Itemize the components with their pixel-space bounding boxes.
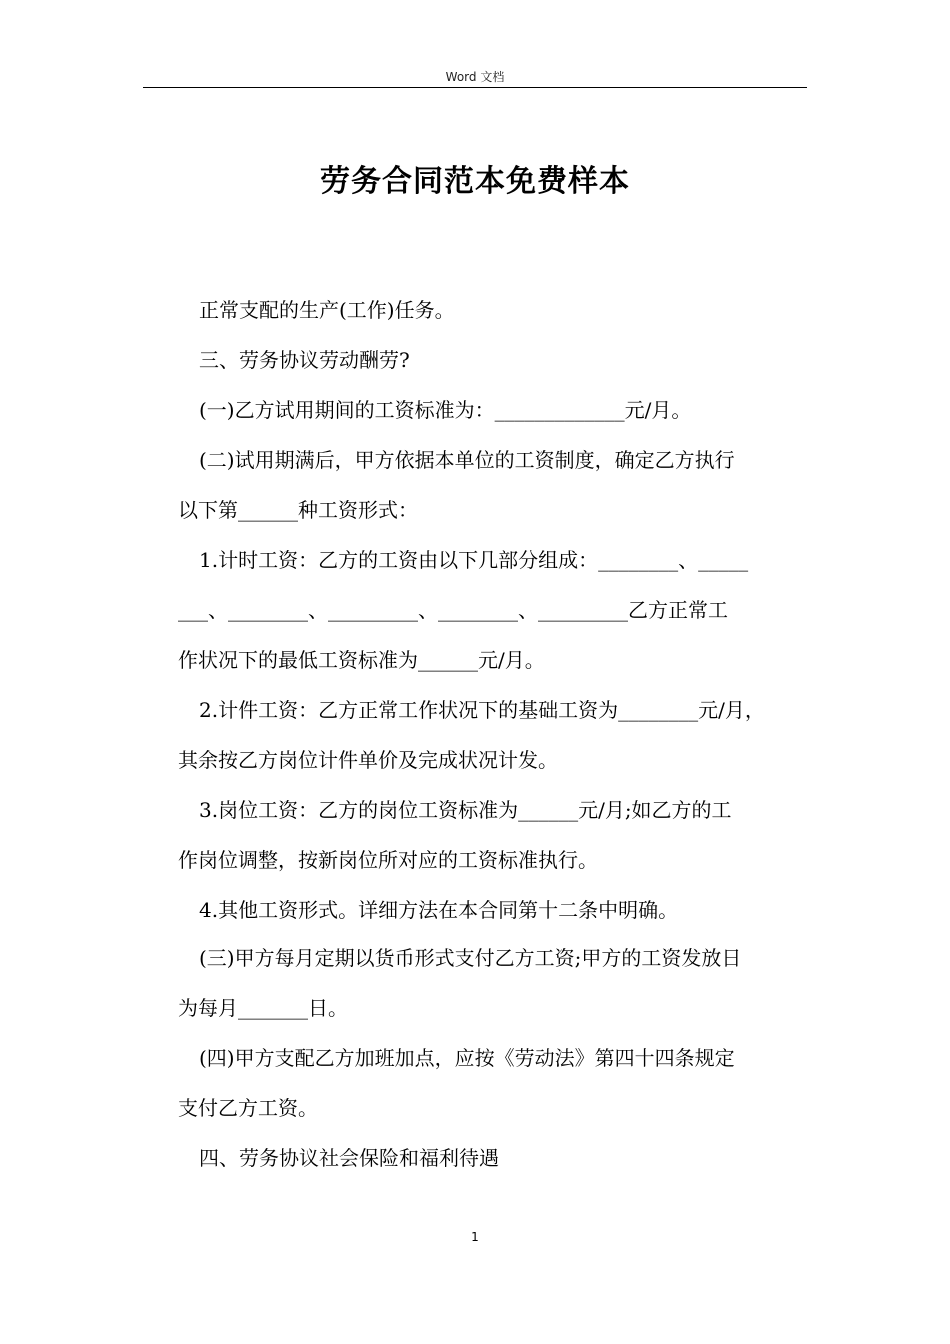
- header-divider: [143, 87, 807, 88]
- body-line: 支付乙方工资。: [178, 1096, 318, 1120]
- body-line: (二)试用期满后，甲方依据本单位的工资制度，确定乙方执行: [199, 448, 735, 472]
- body-line: 2.计件工资：乙方正常工作状况下的基础工资为________元/月，: [199, 698, 765, 722]
- body-line: 其余按乙方岗位计件单价及完成状况计发。: [178, 748, 558, 772]
- body-line: (三)甲方每月定期以货币形式支付乙方工资;甲方的工资发放日: [199, 946, 742, 970]
- body-line: 作岗位调整，按新岗位所对应的工资标准执行。: [178, 848, 598, 872]
- page-number: 1: [471, 1230, 479, 1244]
- body-line: 以下第______种工资形式：: [178, 498, 418, 522]
- body-line: 为每月_______日。: [178, 996, 348, 1020]
- body-line: (一)乙方试用期间的工资标准为：_____________元/月。: [199, 398, 692, 422]
- body-line: 1.计时工资：乙方的工资由以下几部分组成：________、_____: [199, 548, 749, 572]
- body-line: (四)甲方支配乙方加班加点，应按《劳动法》第四十四条规定: [199, 1046, 735, 1070]
- page-header: Word 文档: [445, 70, 505, 84]
- body-line: ___、________、_________、________、_________乙方正常工: [178, 598, 728, 622]
- section-heading: 三、劳务协议劳动酬劳?: [199, 348, 410, 372]
- body-line: 3.岗位工资：乙方的岗位工资标准为______元/月;如乙方的工: [199, 798, 732, 822]
- body-line: 作状况下的最低工资标准为______元/月。: [178, 648, 545, 672]
- body-line: 4.其他工资形式。详细方法在本合同第十二条中明确。: [199, 898, 679, 922]
- section-heading: 四、劳务协议社会保险和福利待遇: [199, 1146, 499, 1170]
- document-title: 劳务合同范本免费样本: [320, 164, 630, 199]
- body-line: 正常支配的生产(工作)任务。: [199, 298, 455, 322]
